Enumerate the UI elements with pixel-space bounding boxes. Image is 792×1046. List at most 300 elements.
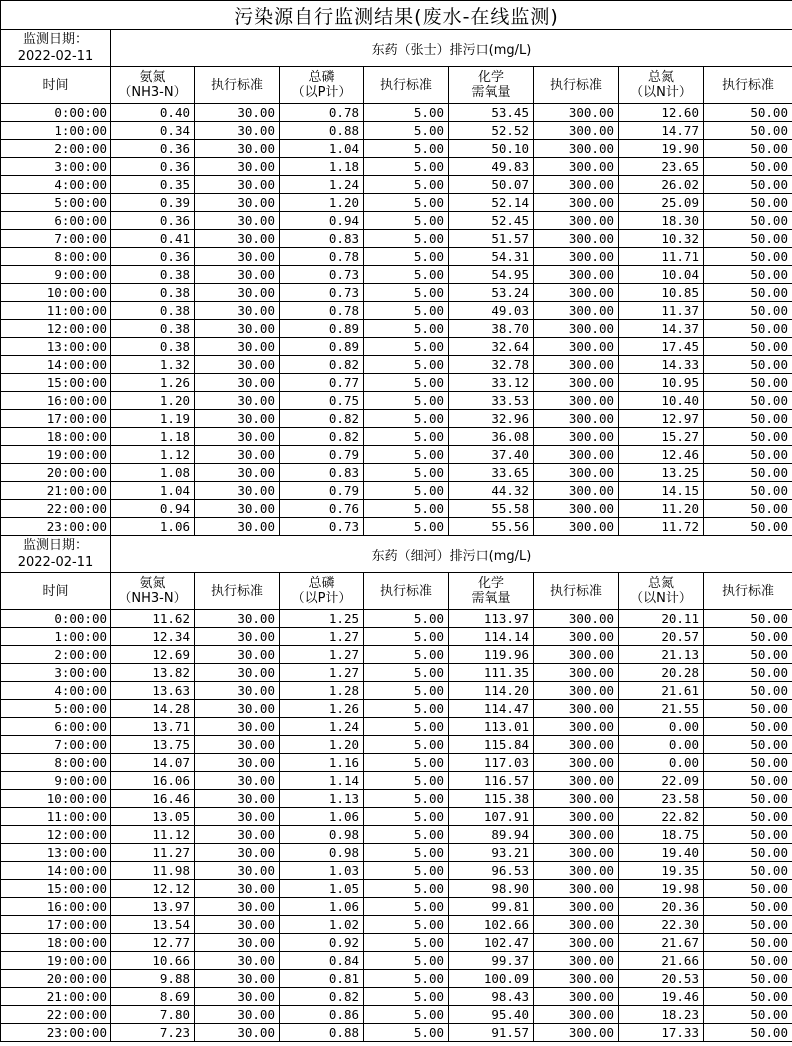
column-header-row [1, 573, 792, 610]
cell-std2: 5.00 [364, 772, 449, 790]
cell-nh3: 12.12 [111, 880, 195, 898]
cell-nh3: 0.38 [111, 338, 195, 356]
table-row [1, 356, 792, 374]
cell-std2: 5.00 [364, 988, 449, 1006]
cell-tn: 20.57 [619, 628, 704, 646]
cell-tp: 0.75 [280, 392, 364, 410]
cell-time: 11:00:00 [1, 302, 111, 320]
cell-tn: 15.27 [619, 428, 704, 446]
cell-std1: 30.00 [195, 1024, 280, 1042]
cell-tp: 1.24 [280, 718, 364, 736]
table-row [1, 338, 792, 356]
cell-std4: 50.00 [704, 718, 792, 736]
cell-nh3: 0.36 [111, 140, 195, 158]
cell-std2: 5.00 [364, 736, 449, 754]
table-row [1, 610, 792, 628]
cell-cod: 33.65 [449, 464, 534, 482]
cell-std2: 5.00 [364, 374, 449, 392]
cell-tp: 1.16 [280, 754, 364, 772]
cell-nh3: 16.06 [111, 772, 195, 790]
cell-std4: 50.00 [704, 988, 792, 1006]
cell-std4: 50.00 [704, 898, 792, 916]
cell-nh3: 1.06 [111, 518, 195, 536]
cell-std4: 50.00 [704, 518, 792, 536]
cell-std2: 5.00 [364, 718, 449, 736]
cell-std2: 5.00 [364, 646, 449, 664]
cell-tn: 14.15 [619, 482, 704, 500]
cell-std2: 5.00 [364, 140, 449, 158]
cell-std2: 5.00 [364, 194, 449, 212]
cell-tp: 1.24 [280, 176, 364, 194]
cell-std3: 300.00 [534, 122, 619, 140]
cell-std3: 300.00 [534, 628, 619, 646]
cell-tn: 10.85 [619, 284, 704, 302]
cell-std1: 30.00 [195, 718, 280, 736]
cell-std1: 30.00 [195, 646, 280, 664]
table-row [1, 518, 792, 536]
cell-std3: 300.00 [534, 356, 619, 374]
cell-cod: 50.07 [449, 176, 534, 194]
cell-std1: 30.00 [195, 158, 280, 176]
cell-cod: 89.94 [449, 826, 534, 844]
cell-std4: 50.00 [704, 790, 792, 808]
cell-std2: 5.00 [364, 230, 449, 248]
cell-cod: 115.38 [449, 790, 534, 808]
cell-std4: 50.00 [704, 754, 792, 772]
cell-time: 5:00:00 [1, 700, 111, 718]
cell-std4: 50.00 [704, 482, 792, 500]
cell-std4: 50.00 [704, 682, 792, 700]
cell-std4: 50.00 [704, 428, 792, 446]
cell-tp: 1.06 [280, 898, 364, 916]
cell-std1: 30.00 [195, 664, 280, 682]
cell-cod: 111.35 [449, 664, 534, 682]
cell-std1: 30.00 [195, 500, 280, 518]
cell-tp: 0.78 [280, 248, 364, 266]
cell-time: 20:00:00 [1, 970, 111, 988]
cell-cod: 117.03 [449, 754, 534, 772]
cell-nh3: 13.82 [111, 664, 195, 682]
cell-std3: 300.00 [534, 988, 619, 1006]
cell-time: 8:00:00 [1, 754, 111, 772]
table-row [1, 700, 792, 718]
cell-std2: 5.00 [364, 1024, 449, 1042]
cell-std4: 50.00 [704, 700, 792, 718]
table-row [1, 970, 792, 988]
column-header-tn: 总氮 （以N计） [619, 67, 704, 104]
cell-tp: 0.83 [280, 230, 364, 248]
cell-time: 6:00:00 [1, 718, 111, 736]
cell-std3: 300.00 [534, 212, 619, 230]
cell-tn: 20.53 [619, 970, 704, 988]
cell-std1: 30.00 [195, 790, 280, 808]
table-row [1, 934, 792, 952]
table-row [1, 808, 792, 826]
cell-tp: 0.88 [280, 1024, 364, 1042]
cell-std4: 50.00 [704, 284, 792, 302]
cell-tp: 0.89 [280, 338, 364, 356]
cell-tp: 1.20 [280, 194, 364, 212]
cell-time: 8:00:00 [1, 248, 111, 266]
cell-std4: 50.00 [704, 464, 792, 482]
cell-std4: 50.00 [704, 392, 792, 410]
cell-std1: 30.00 [195, 230, 280, 248]
column-header-time: 时间 [1, 573, 111, 610]
cell-std3: 300.00 [534, 1006, 619, 1024]
cell-std3: 300.00 [534, 302, 619, 320]
cell-std2: 5.00 [364, 122, 449, 140]
cell-std2: 5.00 [364, 916, 449, 934]
cell-time: 13:00:00 [1, 844, 111, 862]
cell-std1: 30.00 [195, 302, 280, 320]
cell-std2: 5.00 [364, 356, 449, 374]
cell-std2: 5.00 [364, 212, 449, 230]
cell-time: 22:00:00 [1, 1006, 111, 1024]
table-row [1, 790, 792, 808]
cell-std1: 30.00 [195, 446, 280, 464]
cell-tn: 12.60 [619, 104, 704, 122]
cell-std2: 5.00 [364, 446, 449, 464]
column-header-std4: 执行标准 [704, 573, 792, 610]
cell-std1: 30.00 [195, 934, 280, 952]
cell-std3: 300.00 [534, 718, 619, 736]
cell-tp: 1.27 [280, 664, 364, 682]
cell-std4: 50.00 [704, 934, 792, 952]
cell-std2: 5.00 [364, 302, 449, 320]
cell-std3: 300.00 [534, 410, 619, 428]
cell-std1: 30.00 [195, 952, 280, 970]
column-header-tp: 总磷 （以P计） [280, 67, 364, 104]
cell-time: 16:00:00 [1, 392, 111, 410]
cell-std3: 300.00 [534, 428, 619, 446]
cell-std3: 300.00 [534, 934, 619, 952]
cell-cod: 33.12 [449, 374, 534, 392]
monitoring-date-value: 2022-02-11 [17, 49, 94, 64]
cell-cod: 102.66 [449, 916, 534, 934]
cell-tp: 0.73 [280, 284, 364, 302]
cell-std1: 30.00 [195, 464, 280, 482]
cell-nh3: 0.36 [111, 212, 195, 230]
cell-tn: 19.90 [619, 140, 704, 158]
cell-std3: 300.00 [534, 862, 619, 880]
cell-std4: 50.00 [704, 772, 792, 790]
cell-std1: 30.00 [195, 428, 280, 446]
cell-std3: 300.00 [534, 158, 619, 176]
column-header-time: 时间 [1, 67, 111, 104]
cell-tn: 22.09 [619, 772, 704, 790]
table-row [1, 862, 792, 880]
cell-cod: 98.43 [449, 988, 534, 1006]
cell-time: 14:00:00 [1, 356, 111, 374]
cell-nh3: 13.05 [111, 808, 195, 826]
cell-cod: 96.53 [449, 862, 534, 880]
cell-std1: 30.00 [195, 284, 280, 302]
table-row [1, 500, 792, 518]
cell-tn: 19.98 [619, 880, 704, 898]
cell-time: 12:00:00 [1, 320, 111, 338]
cell-cod: 114.14 [449, 628, 534, 646]
cell-tp: 0.98 [280, 826, 364, 844]
cell-time: 19:00:00 [1, 952, 111, 970]
cell-nh3: 12.77 [111, 934, 195, 952]
cell-std3: 300.00 [534, 844, 619, 862]
cell-nh3: 0.38 [111, 284, 195, 302]
cell-nh3: 12.69 [111, 646, 195, 664]
table-row [1, 428, 792, 446]
cell-std4: 50.00 [704, 266, 792, 284]
cell-std2: 5.00 [364, 338, 449, 356]
cell-tp: 1.02 [280, 916, 364, 934]
cell-std3: 300.00 [534, 790, 619, 808]
cell-std2: 5.00 [364, 790, 449, 808]
cell-cod: 99.81 [449, 898, 534, 916]
table-row [1, 464, 792, 482]
cell-std4: 50.00 [704, 446, 792, 464]
cell-std3: 300.00 [534, 880, 619, 898]
cell-nh3: 7.80 [111, 1006, 195, 1024]
cell-std3: 300.00 [534, 682, 619, 700]
cell-nh3: 0.94 [111, 500, 195, 518]
cell-tn: 10.95 [619, 374, 704, 392]
cell-std4: 50.00 [704, 880, 792, 898]
table-row [1, 664, 792, 682]
table-row [1, 916, 792, 934]
column-header-cod: 化学 需氧量 [449, 67, 534, 104]
cell-std4: 50.00 [704, 808, 792, 826]
cell-time: 6:00:00 [1, 212, 111, 230]
cell-time: 0:00:00 [1, 610, 111, 628]
cell-time: 23:00:00 [1, 1024, 111, 1042]
cell-nh3: 16.46 [111, 790, 195, 808]
cell-cod: 98.90 [449, 880, 534, 898]
cell-std1: 30.00 [195, 176, 280, 194]
cell-cod: 54.31 [449, 248, 534, 266]
cell-tp: 0.98 [280, 844, 364, 862]
cell-std3: 300.00 [534, 140, 619, 158]
cell-tn: 0.00 [619, 718, 704, 736]
cell-time: 1:00:00 [1, 122, 111, 140]
cell-std2: 5.00 [364, 754, 449, 772]
cell-time: 1:00:00 [1, 628, 111, 646]
cell-std1: 30.00 [195, 356, 280, 374]
cell-tn: 19.40 [619, 844, 704, 862]
cell-cod: 32.96 [449, 410, 534, 428]
cell-std1: 30.00 [195, 808, 280, 826]
cell-tn: 19.46 [619, 988, 704, 1006]
cell-tn: 22.82 [619, 808, 704, 826]
cell-nh3: 11.98 [111, 862, 195, 880]
cell-std3: 300.00 [534, 500, 619, 518]
cell-nh3: 0.38 [111, 302, 195, 320]
monitoring-date-label: 监测日期： [22, 538, 88, 553]
cell-std4: 50.00 [704, 212, 792, 230]
cell-time: 4:00:00 [1, 176, 111, 194]
cell-time: 3:00:00 [1, 664, 111, 682]
cell-std1: 30.00 [195, 194, 280, 212]
table-row [1, 176, 792, 194]
cell-nh3: 14.07 [111, 754, 195, 772]
cell-time: 16:00:00 [1, 898, 111, 916]
cell-std1: 30.00 [195, 898, 280, 916]
cell-std3: 300.00 [534, 482, 619, 500]
cell-std3: 300.00 [534, 736, 619, 754]
cell-std4: 50.00 [704, 302, 792, 320]
cell-std2: 5.00 [364, 1006, 449, 1024]
cell-std1: 30.00 [195, 826, 280, 844]
cell-cod: 52.14 [449, 194, 534, 212]
cell-time: 9:00:00 [1, 266, 111, 284]
table-row [1, 320, 792, 338]
table-row [1, 266, 792, 284]
section-header-row [1, 536, 792, 573]
cell-nh3: 10.66 [111, 952, 195, 970]
cell-std3: 300.00 [534, 176, 619, 194]
monitoring-date [1, 30, 111, 67]
cell-tp: 1.27 [280, 646, 364, 664]
cell-cod: 54.95 [449, 266, 534, 284]
cell-tp: 0.94 [280, 212, 364, 230]
cell-tn: 11.71 [619, 248, 704, 266]
cell-std4: 50.00 [704, 952, 792, 970]
cell-cod: 113.97 [449, 610, 534, 628]
cell-tn: 23.58 [619, 790, 704, 808]
cell-std4: 50.00 [704, 248, 792, 266]
cell-std3: 300.00 [534, 916, 619, 934]
cell-time: 15:00:00 [1, 880, 111, 898]
cell-cod: 107.91 [449, 808, 534, 826]
cell-cod: 49.03 [449, 302, 534, 320]
cell-tn: 25.09 [619, 194, 704, 212]
cell-std2: 5.00 [364, 518, 449, 536]
cell-std3: 300.00 [534, 808, 619, 826]
cell-std2: 5.00 [364, 934, 449, 952]
cell-std3: 300.00 [534, 230, 619, 248]
cell-std1: 30.00 [195, 772, 280, 790]
cell-nh3: 1.26 [111, 374, 195, 392]
cell-tp: 1.18 [280, 158, 364, 176]
table-row [1, 104, 792, 122]
cell-cod: 51.57 [449, 230, 534, 248]
cell-tn: 17.45 [619, 338, 704, 356]
cell-cod: 37.40 [449, 446, 534, 464]
cell-nh3: 14.28 [111, 700, 195, 718]
cell-tp: 1.14 [280, 772, 364, 790]
table-row [1, 158, 792, 176]
cell-cod: 114.47 [449, 700, 534, 718]
cell-tn: 14.77 [619, 122, 704, 140]
cell-nh3: 0.36 [111, 248, 195, 266]
cell-cod: 114.20 [449, 682, 534, 700]
table-row [1, 284, 792, 302]
cell-std1: 30.00 [195, 916, 280, 934]
cell-std2: 5.00 [364, 628, 449, 646]
table-row [1, 682, 792, 700]
cell-tn: 19.35 [619, 862, 704, 880]
table-row [1, 754, 792, 772]
cell-tn: 18.75 [619, 826, 704, 844]
cell-cod: 115.84 [449, 736, 534, 754]
cell-tn: 22.30 [619, 916, 704, 934]
cell-tn: 0.00 [619, 736, 704, 754]
cell-cod: 116.57 [449, 772, 534, 790]
cell-std1: 30.00 [195, 518, 280, 536]
cell-std2: 5.00 [364, 862, 449, 880]
cell-cod: 38.70 [449, 320, 534, 338]
table-row [1, 230, 792, 248]
cell-cod: 44.32 [449, 482, 534, 500]
table-row [1, 248, 792, 266]
cell-tp: 0.79 [280, 482, 364, 500]
table-row [1, 482, 792, 500]
cell-std1: 30.00 [195, 320, 280, 338]
cell-nh3: 8.69 [111, 988, 195, 1006]
cell-time: 3:00:00 [1, 158, 111, 176]
cell-tp: 0.84 [280, 952, 364, 970]
cell-std2: 5.00 [364, 682, 449, 700]
cell-std3: 300.00 [534, 374, 619, 392]
cell-std1: 30.00 [195, 212, 280, 230]
cell-tn: 14.37 [619, 320, 704, 338]
cell-std1: 30.00 [195, 970, 280, 988]
cell-cod: 102.47 [449, 934, 534, 952]
cell-cod: 100.09 [449, 970, 534, 988]
cell-nh3: 9.88 [111, 970, 195, 988]
cell-tn: 10.04 [619, 266, 704, 284]
cell-time: 2:00:00 [1, 140, 111, 158]
cell-tn: 21.67 [619, 934, 704, 952]
cell-std3: 300.00 [534, 754, 619, 772]
cell-std1: 30.00 [195, 1006, 280, 1024]
cell-tp: 1.27 [280, 628, 364, 646]
cell-time: 18:00:00 [1, 934, 111, 952]
cell-nh3: 7.23 [111, 1024, 195, 1042]
cell-tn: 13.25 [619, 464, 704, 482]
cell-std4: 50.00 [704, 862, 792, 880]
cell-tp: 1.03 [280, 862, 364, 880]
cell-tp: 0.77 [280, 374, 364, 392]
cell-std3: 300.00 [534, 248, 619, 266]
cell-tp: 1.25 [280, 610, 364, 628]
cell-tn: 18.23 [619, 1006, 704, 1024]
cell-std1: 30.00 [195, 122, 280, 140]
cell-tp: 0.92 [280, 934, 364, 952]
cell-nh3: 0.36 [111, 158, 195, 176]
cell-std3: 300.00 [534, 772, 619, 790]
cell-std2: 5.00 [364, 482, 449, 500]
cell-std3: 300.00 [534, 664, 619, 682]
cell-std4: 50.00 [704, 194, 792, 212]
cell-std1: 30.00 [195, 140, 280, 158]
cell-time: 7:00:00 [1, 736, 111, 754]
cell-tp: 0.76 [280, 500, 364, 518]
cell-time: 14:00:00 [1, 862, 111, 880]
cell-tp: 1.26 [280, 700, 364, 718]
cell-std4: 50.00 [704, 916, 792, 934]
cell-tp: 0.73 [280, 518, 364, 536]
cell-nh3: 1.12 [111, 446, 195, 464]
section-header-row [1, 30, 792, 67]
cell-std4: 50.00 [704, 374, 792, 392]
cell-cod: 50.10 [449, 140, 534, 158]
cell-tp: 1.28 [280, 682, 364, 700]
monitoring-date [1, 536, 111, 573]
column-header-std2: 执行标准 [364, 67, 449, 104]
monitoring-date-value: 2022-02-11 [17, 555, 94, 570]
cell-nh3: 11.27 [111, 844, 195, 862]
table-row [1, 898, 792, 916]
cell-tn: 12.97 [619, 410, 704, 428]
table-row [1, 122, 792, 140]
